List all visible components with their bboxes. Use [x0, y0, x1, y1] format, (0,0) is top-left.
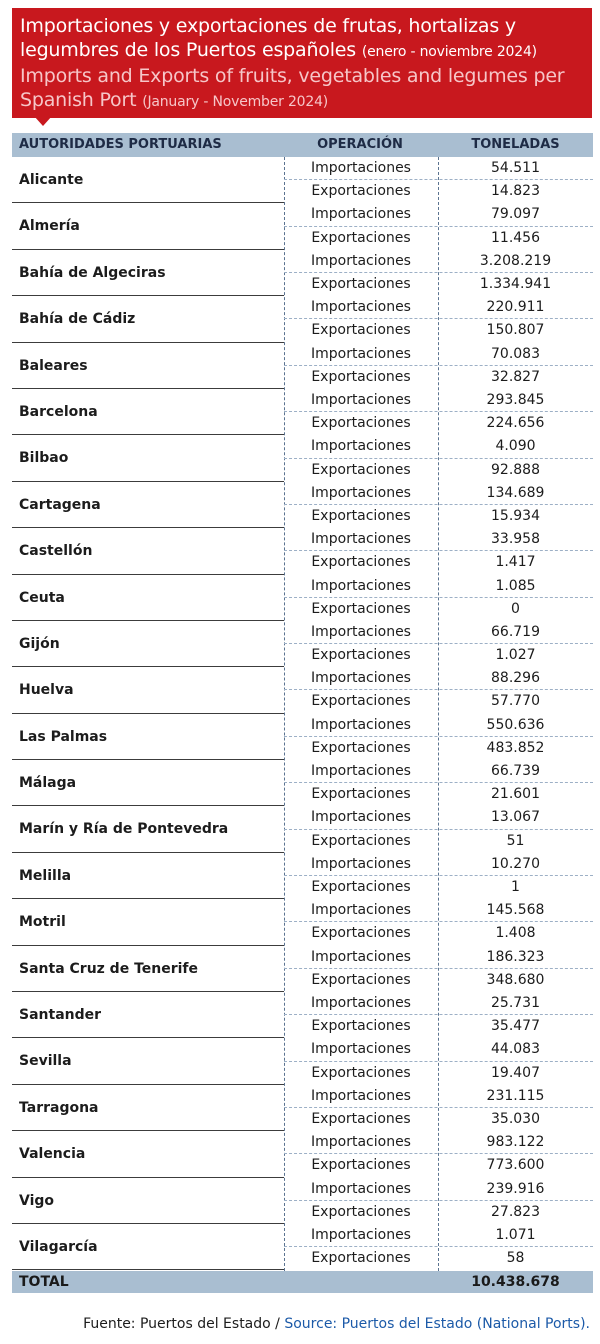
- operation-export: Exportaciones: [311, 1111, 411, 1127]
- title-en-line-1: Imports and Exports of fruits, vegetables and legumes per: [20, 65, 565, 87]
- tonnes-import: 3.208.219: [479, 252, 552, 269]
- import-row: [284, 575, 593, 598]
- import-row: [284, 1224, 593, 1247]
- tonnes-export: 773.600: [486, 1157, 545, 1174]
- tonnes-export: 348.680: [486, 971, 545, 988]
- operation-import: Importaciones: [311, 948, 411, 965]
- tonnes-import: 44.083: [491, 1041, 540, 1058]
- operation-import: Importaciones: [311, 1180, 411, 1197]
- table-row: [12, 1178, 593, 1224]
- operation-import: Importaciones: [311, 716, 411, 733]
- title-es-line-2-text: legumbres de los Puertos españoles: [20, 39, 356, 61]
- source-es: Fuente: Puertos del Estado /: [83, 1316, 280, 1332]
- tonnes-export: 0: [511, 600, 520, 617]
- tonnes-export: 19.407: [491, 1064, 540, 1081]
- import-row: [284, 714, 593, 737]
- operation-import: Importaciones: [311, 299, 411, 316]
- port-name: Barcelona: [19, 403, 98, 420]
- export-row: [284, 1201, 593, 1224]
- table-row: [12, 992, 593, 1038]
- tonnes-export: 1.334.941: [479, 275, 552, 292]
- table-row: [12, 621, 593, 667]
- tonnes-import: 13.067: [491, 809, 540, 826]
- port-name: Vigo: [19, 1192, 55, 1209]
- export-row: [284, 876, 593, 899]
- operation-import: Importaciones: [311, 809, 411, 826]
- table-row: [12, 853, 593, 899]
- import-row: [284, 1085, 593, 1108]
- tonnes-export: 35.030: [491, 1111, 540, 1127]
- port-name: Almería: [19, 218, 80, 235]
- import-row: [284, 621, 593, 644]
- operation-import: Importaciones: [311, 160, 411, 176]
- tonnes-export: 15.934: [491, 507, 540, 524]
- port-name: Marín y Ría de Pontevedra: [19, 821, 229, 838]
- title-en-line-2: [20, 88, 584, 114]
- import-row: [284, 435, 593, 458]
- port-name: Huelva: [19, 682, 74, 699]
- export-row: [284, 830, 593, 853]
- port-name: Cartagena: [19, 496, 101, 513]
- tonnes-import: 66.739: [491, 763, 540, 780]
- operation-import: Importaciones: [311, 902, 411, 919]
- table-row: [12, 389, 593, 435]
- operation-export: Exportaciones: [311, 415, 411, 432]
- operation-export: Exportaciones: [311, 1018, 411, 1035]
- import-row: [284, 853, 593, 876]
- export-row: [284, 227, 593, 250]
- operation-export: Exportaciones: [311, 322, 411, 339]
- tonnes-export: 92.888: [491, 461, 540, 478]
- tonnes-export: 57.770: [491, 693, 540, 710]
- table-row: [12, 528, 593, 574]
- tonnes-export: 32.827: [491, 368, 540, 385]
- tonnes-export: 150.807: [486, 322, 545, 339]
- tonnes-export: 21.601: [491, 786, 540, 803]
- tonnes-export: 35.477: [491, 1018, 540, 1035]
- table-row: [12, 1038, 593, 1084]
- operation-import: Importaciones: [311, 206, 411, 223]
- import-row: [284, 250, 593, 273]
- tonnes-import: 25.731: [491, 995, 540, 1012]
- table-row: [12, 482, 593, 528]
- export-row: [284, 366, 593, 389]
- export-row: [284, 180, 593, 203]
- operation-import: Importaciones: [311, 391, 411, 408]
- source-note: [83, 1316, 590, 1332]
- tonnes-import: 33.958: [491, 531, 540, 548]
- port-name: Málaga: [19, 775, 77, 792]
- port-name: Vilagarcía: [19, 1238, 98, 1255]
- tonnes-export: 14.823: [491, 183, 540, 200]
- operation-export: Exportaciones: [311, 275, 411, 292]
- tonnes-import: 1.085: [495, 577, 536, 594]
- tonnes-import: 239.916: [486, 1180, 545, 1197]
- port-name: Bilbao: [19, 450, 69, 467]
- operation-export: Exportaciones: [311, 739, 411, 756]
- operation-import: Importaciones: [311, 1226, 411, 1243]
- operation-import: Importaciones: [311, 531, 411, 548]
- export-row: [284, 969, 593, 992]
- operation-import: Importaciones: [311, 484, 411, 501]
- operation-import: Importaciones: [311, 345, 411, 362]
- export-row: [284, 412, 593, 435]
- table-row: [12, 203, 593, 249]
- tonnes-export: 224.656: [486, 415, 545, 432]
- operation-export: Exportaciones: [311, 183, 411, 200]
- table-body: [12, 157, 593, 1271]
- import-row: [284, 389, 593, 412]
- port-name: Sevilla: [19, 1053, 72, 1070]
- export-row: [284, 598, 593, 621]
- port-name: Bahía de Cádiz: [19, 311, 136, 328]
- import-row: [284, 1131, 593, 1154]
- table-row: [12, 250, 593, 296]
- port-name: Valencia: [19, 1146, 86, 1163]
- tonnes-import: 4.090: [495, 438, 536, 455]
- operation-export: Exportaciones: [311, 971, 411, 988]
- operation-export: Exportaciones: [311, 925, 411, 942]
- table-header: [12, 133, 593, 157]
- import-row: [284, 806, 593, 829]
- operation-import: Importaciones: [311, 1134, 411, 1151]
- operation-export: Exportaciones: [311, 368, 411, 385]
- port-name: Baleares: [19, 357, 88, 374]
- export-row: [284, 1062, 593, 1085]
- tonnes-import: 145.568: [486, 902, 545, 919]
- export-row: [284, 505, 593, 528]
- total-value: 10.438.678: [471, 1273, 560, 1290]
- table-total-row: [12, 1271, 593, 1293]
- import-row: [284, 1178, 593, 1201]
- export-row: [284, 690, 593, 713]
- operation-import: Importaciones: [311, 855, 411, 872]
- tonnes-import: 231.115: [486, 1087, 545, 1104]
- operation-export: Exportaciones: [311, 1250, 411, 1267]
- table-row: [12, 667, 593, 713]
- port-name: Santander: [19, 1007, 102, 1024]
- tonnes-import: 134.689: [486, 484, 545, 501]
- header-port: AUTORIDADES PORTUARIAS: [19, 137, 222, 152]
- tonnes-import: 66.719: [491, 623, 540, 640]
- tonnes-export: 27.823: [491, 1203, 540, 1220]
- title-en-line-2-text: Spanish Port: [20, 89, 137, 111]
- import-row: [284, 296, 593, 319]
- tonnes-export: 11.456: [491, 229, 540, 246]
- import-row: [284, 946, 593, 969]
- tonnes-export: 483.852: [486, 739, 545, 756]
- table-row: [12, 899, 593, 945]
- tonnes-import: 186.323: [486, 948, 545, 965]
- export-row: [284, 1108, 593, 1131]
- table-row: [12, 296, 593, 342]
- ports-table: [12, 133, 593, 1293]
- tonnes-import: 983.122: [486, 1134, 545, 1151]
- export-row: [284, 273, 593, 296]
- import-row: [284, 203, 593, 226]
- import-row: [284, 899, 593, 922]
- export-row: [284, 1154, 593, 1177]
- operation-import: Importaciones: [311, 577, 411, 594]
- banner-pointer: [34, 116, 52, 126]
- operation-import: Importaciones: [311, 623, 411, 640]
- export-row: [284, 737, 593, 760]
- tonnes-export: 1.027: [495, 647, 536, 664]
- tonnes-import: 10.270: [491, 855, 540, 872]
- port-name: Melilla: [19, 867, 72, 884]
- export-row: [284, 551, 593, 574]
- tonnes-import: 70.083: [491, 345, 540, 362]
- table-row: [12, 575, 593, 621]
- operation-export: Exportaciones: [311, 1203, 411, 1220]
- tonnes-import: 550.636: [486, 716, 545, 733]
- import-row: [284, 992, 593, 1015]
- table-row: [12, 806, 593, 852]
- operation-export: Exportaciones: [311, 647, 411, 664]
- tonnes-import: 1.071: [495, 1226, 536, 1243]
- header-operation: OPERACIÓN: [317, 137, 403, 152]
- table-row: [12, 157, 593, 203]
- operation-export: Exportaciones: [311, 879, 411, 896]
- operation-export: Exportaciones: [311, 461, 411, 478]
- export-row: [284, 1015, 593, 1038]
- title-es-line-2: [20, 38, 584, 64]
- title-es-line-1: Importaciones y exportaciones de frutas, hortalizas y: [20, 15, 516, 37]
- title-banner: [12, 8, 592, 118]
- table-row: [12, 343, 593, 389]
- tonnes-import: 220.911: [486, 299, 545, 316]
- export-row: [284, 459, 593, 482]
- import-row: [284, 760, 593, 783]
- operation-import: Importaciones: [311, 670, 411, 687]
- export-row: [284, 783, 593, 806]
- operation-import: Importaciones: [311, 252, 411, 269]
- operation-import: Importaciones: [311, 1087, 411, 1104]
- operation-export: Exportaciones: [311, 693, 411, 710]
- table-row: [12, 1131, 593, 1177]
- operation-export: Exportaciones: [311, 507, 411, 524]
- header-tonnes: TONELADAS: [471, 137, 560, 152]
- operation-import: Importaciones: [311, 438, 411, 455]
- import-row: [284, 667, 593, 690]
- table-row: [12, 946, 593, 992]
- table-row: [12, 1224, 593, 1270]
- tonnes-export: 51: [506, 832, 525, 849]
- import-row: [284, 482, 593, 505]
- operation-import: Importaciones: [311, 763, 411, 780]
- table-row: [12, 714, 593, 760]
- port-name: Castellón: [19, 543, 93, 560]
- import-row: [284, 343, 593, 366]
- table-row: [12, 435, 593, 481]
- tonnes-export: 1.408: [495, 925, 536, 942]
- operation-export: Exportaciones: [311, 1157, 411, 1174]
- tonnes-import: 79.097: [491, 206, 540, 223]
- tonnes-export: 1.417: [495, 554, 536, 571]
- operation-export: Exportaciones: [311, 229, 411, 246]
- table-row: [12, 760, 593, 806]
- table-row: [12, 1085, 593, 1131]
- operation-import: Importaciones: [311, 1041, 411, 1058]
- operation-export: Exportaciones: [311, 1064, 411, 1081]
- tonnes-export: 58: [506, 1250, 525, 1267]
- port-name: Motril: [19, 914, 66, 931]
- port-name: Tarragona: [19, 1099, 99, 1116]
- export-row: [284, 1247, 593, 1270]
- tonnes-import: 54.511: [491, 160, 540, 176]
- port-name: Bahía de Algeciras: [19, 264, 166, 281]
- total-label: TOTAL: [19, 1273, 69, 1290]
- port-name: Santa Cruz de Tenerife: [19, 960, 199, 977]
- tonnes-import: 88.296: [491, 670, 540, 687]
- operation-export: Exportaciones: [311, 786, 411, 803]
- tonnes-import: 293.845: [486, 391, 545, 408]
- export-row: [284, 644, 593, 667]
- source-en: Source: Puertos del Estado (National Ports).: [284, 1316, 590, 1332]
- operation-export: Exportaciones: [311, 554, 411, 571]
- import-row: [284, 157, 593, 180]
- import-row: [284, 1038, 593, 1061]
- port-name: Las Palmas: [19, 728, 108, 745]
- title-es-period: (enero - noviembre 2024): [361, 44, 537, 60]
- port-name: Alicante: [19, 172, 84, 188]
- export-row: [284, 922, 593, 945]
- tonnes-export: 1: [511, 879, 520, 896]
- operation-export: Exportaciones: [311, 832, 411, 849]
- title-en-period: (January - November 2024): [142, 94, 329, 110]
- operation-export: Exportaciones: [311, 600, 411, 617]
- export-row: [284, 319, 593, 342]
- import-row: [284, 528, 593, 551]
- operation-import: Importaciones: [311, 995, 411, 1012]
- port-name: Ceuta: [19, 589, 65, 606]
- port-name: Gijón: [19, 635, 60, 652]
